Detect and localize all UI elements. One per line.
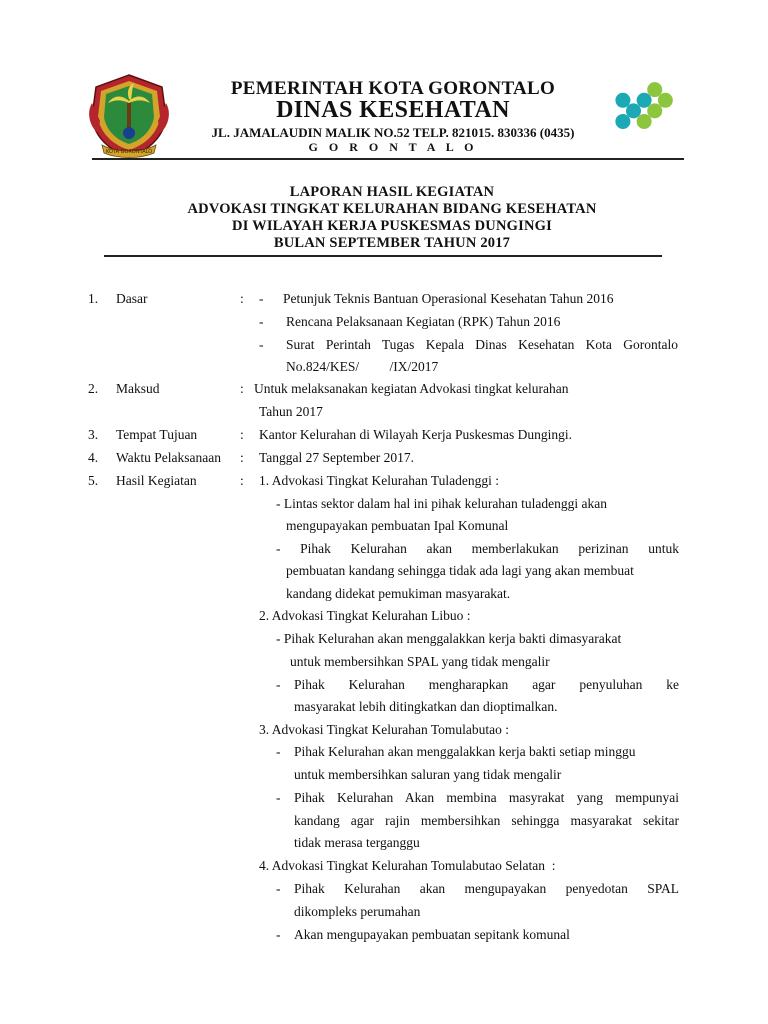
dasar-point: Rencana Pelaksanaan Kegiatan (RPK) Tahun 2016 — [286, 314, 561, 329]
bullet-dash: - — [259, 314, 264, 329]
dasar-point: Surat Perintah Tugas Kepala Dinas Kesehatan Kota Gorontalo — [286, 337, 678, 352]
city-emblem-logo — [88, 73, 170, 159]
item-colon: : — [240, 291, 244, 306]
bullet-dash: - — [276, 744, 281, 759]
letterhead-address: JL. JAMALAUDIN MALIK NO.52 TELP. 821015. 830336 (0435) — [211, 125, 575, 140]
hasil-point-continuation: tidak merasa terganggu — [294, 835, 420, 850]
hasil-point: - Lintas sektor dalam hal ini pihak kelurahan tuladenggi akan — [276, 496, 608, 511]
hasil-section-heading: 1. Advokasi Tingkat Kelurahan Tuladenggi : — [259, 473, 500, 488]
dasar-point-continuation: No.824/KES/ /IX/2017 — [286, 359, 439, 374]
bullet-dash: - — [259, 337, 264, 352]
maksud-text-continuation: Tahun 2017 — [259, 404, 323, 419]
hasil-point-continuation: pembuatan kandang sehingga tidak ada lagi yang akan membuat — [286, 563, 634, 578]
bullet-dash: - — [276, 927, 281, 942]
item-colon: : — [240, 450, 244, 465]
item-number: 5. — [88, 473, 99, 488]
hasil-point: Pihak Kelurahan akan mengupayakan penyedotan SPAL — [294, 881, 679, 896]
letterhead-divider — [92, 158, 684, 160]
hasil-point-continuation: mengupayakan pembuatan Ipal Komunal — [286, 518, 509, 533]
item-colon: : — [240, 381, 244, 396]
maksud-text: Untuk melaksanakan kegiatan Advokasi tingkat kelurahan — [254, 381, 569, 396]
report-title-line4: BULAN SEPTEMBER TAHUN 2017 — [273, 235, 511, 251]
hasil-point-continuation: kandang didekat pemukiman masyarakat. — [286, 586, 511, 601]
item-colon: : — [240, 427, 244, 442]
hasil-point-continuation: kandang agar rajin membersihkan sehingga masyarakat sekitar — [294, 813, 679, 828]
letterhead-government: PEMERINTAH KOTA GORONTALO — [230, 78, 556, 99]
title-underline — [104, 255, 662, 257]
hasil-point: Akan mengupayakan pembuatan sepitank komunal — [294, 927, 570, 942]
hasil-point-continuation: untuk membersihkan saluran yang tidak mengalir — [294, 767, 562, 782]
hasil-point: - Pihak Kelurahan akan memberlakukan perizinan untuk — [276, 541, 679, 556]
hasil-section-heading: 3. Advokasi Tingkat Kelurahan Tomulabutao : — [259, 722, 510, 737]
hasil-point-continuation: dikompleks perumahan — [294, 904, 421, 919]
item-number: 1. — [88, 291, 99, 306]
dasar-point: Petunjuk Teknis Bantuan Operasional Kesehatan Tahun 2016 — [283, 291, 614, 306]
hasil-section-heading: 4. Advokasi Tingkat Kelurahan Tomulabutao Selatan : — [259, 858, 556, 873]
hasil-point: Pihak Kelurahan Akan membina masyrakat yang mempunyai — [294, 790, 679, 805]
tempat-text: Kantor Kelurahan di Wilayah Kerja Puskesmas Dungingi. — [259, 427, 573, 442]
item-label-waktu: Waktu Pelaksanaan — [116, 450, 222, 465]
item-label-hasil: Hasil Kegiatan — [116, 473, 197, 488]
kemenkes-logo — [603, 78, 681, 148]
item-number: 2. — [88, 381, 99, 396]
item-label-maksud: Maksud — [116, 381, 160, 396]
item-number: 4. — [88, 450, 99, 465]
hasil-point-continuation: masyarakat lebih ditingkatkan dan dioptimalkan. — [294, 699, 558, 714]
item-number: 3. — [88, 427, 99, 442]
hasil-point: Pihak Kelurahan akan menggalakkan kerja bakti setiap minggu — [294, 744, 636, 759]
waktu-text: Tanggal 27 September 2017. — [259, 450, 415, 465]
report-title-line2: ADVOKASI TINGKAT KELURAHAN BIDANG KESEHATAN — [187, 201, 597, 217]
item-label-dasar: Dasar — [116, 291, 148, 306]
bullet-dash: - — [276, 677, 281, 692]
bullet-dash: - — [259, 291, 264, 306]
logo-ribbon-text: KOTA GORONTALO — [106, 149, 153, 155]
hasil-point: Pihak Kelurahan mengharapkan agar penyuluhan ke — [294, 677, 679, 692]
hasil-point-continuation: untuk membersihkan SPAL yang tidak mengalir — [290, 654, 550, 669]
hasil-point: - Pihak Kelurahan akan menggalakkan kerja bakti dimasyarakat — [276, 631, 622, 646]
letterhead-department: DINAS KESEHATAN — [276, 97, 510, 123]
letterhead-city: G O R O N T A L O — [308, 140, 478, 154]
report-title-line3: DI WILAYAH KERJA PUSKESMAS DUNGINGI — [232, 218, 552, 234]
hasil-section-heading: 2. Advokasi Tingkat Kelurahan Libuo : — [259, 608, 471, 623]
report-title-line1: LAPORAN HASIL KEGIATAN — [289, 184, 495, 200]
bullet-dash: - — [276, 790, 281, 805]
item-label-tempat: Tempat Tujuan — [116, 427, 198, 442]
item-colon: : — [240, 473, 244, 488]
bullet-dash: - — [276, 881, 281, 896]
